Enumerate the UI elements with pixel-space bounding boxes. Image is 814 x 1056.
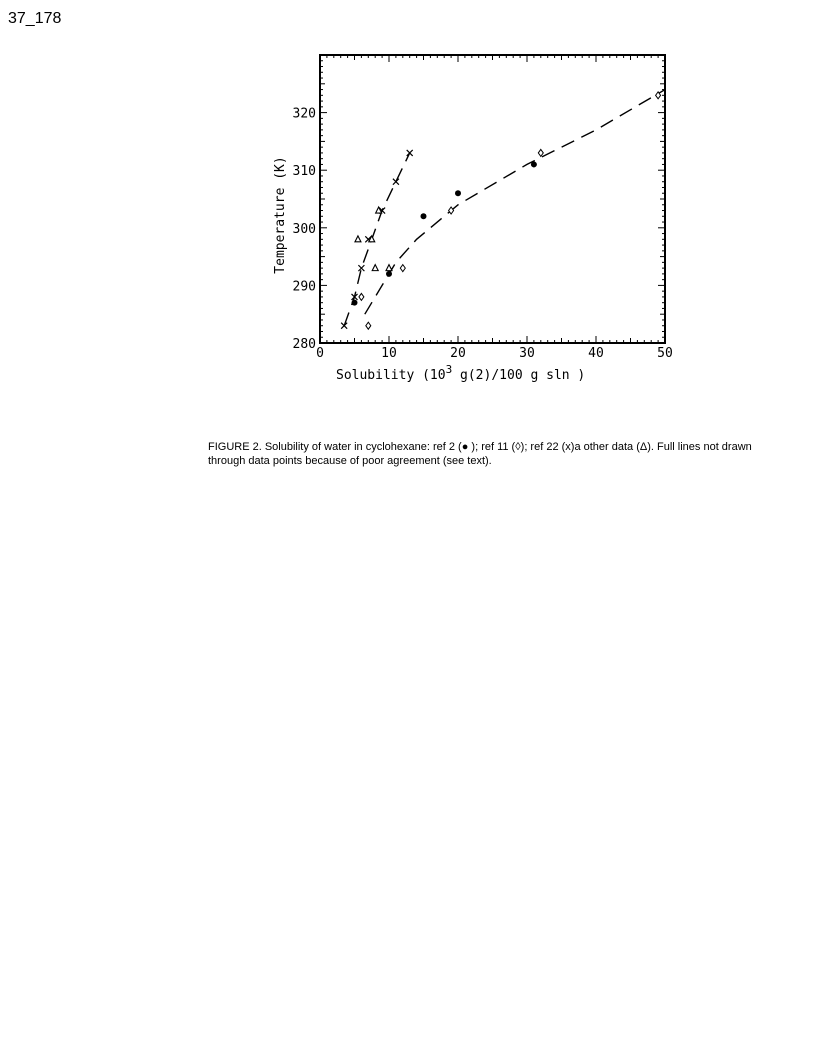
y-tick-label: 320 xyxy=(292,106,316,122)
data-point-triangle xyxy=(355,236,361,242)
data-point-diamond xyxy=(400,265,405,272)
data-point-cross xyxy=(358,265,364,271)
data-point-triangle xyxy=(386,265,392,271)
x-tick-label: 20 xyxy=(450,346,466,361)
solubility-chart xyxy=(265,45,695,395)
x-tick-label: 10 xyxy=(381,346,397,361)
solubility-figure xyxy=(265,45,695,395)
x-tick-label: 30 xyxy=(519,346,535,361)
y-tick-label: 280 xyxy=(292,337,316,352)
y-axis-label: Temperature (K) xyxy=(273,156,288,274)
page-id: 37_178 xyxy=(8,10,62,27)
x-tick-label: 0 xyxy=(316,346,324,361)
y-tick-label: 290 xyxy=(292,279,316,295)
data-point-diamond xyxy=(449,207,454,214)
data-point-diamond xyxy=(538,149,543,156)
x-tick-label: 40 xyxy=(588,346,604,361)
data-point-triangle xyxy=(369,236,375,242)
y-tick-label: 310 xyxy=(292,164,316,180)
data-point-cross xyxy=(393,179,399,185)
figure-caption: FIGURE 2. Solubility of water in cyclohexane: ref 2 (● ); ref 11 (◊); ref 22 (x)a other data (Δ). Full lines not drawn through data points because of poor agreement (see text). xyxy=(208,441,752,467)
data-point-dot xyxy=(352,300,358,306)
x-axis-label: Solubility ($10^3$ g(2)/100 g sln ) xyxy=(336,363,586,383)
data-point-dot xyxy=(421,213,427,219)
data-point-triangle xyxy=(372,265,378,271)
dashed-curve xyxy=(365,90,665,315)
data-point-cross xyxy=(407,150,413,156)
data-point-triangle xyxy=(376,207,382,213)
data-point-dot xyxy=(455,190,461,196)
data-point-diamond xyxy=(366,322,371,329)
y-tick-label: 300 xyxy=(292,221,316,237)
data-point-diamond xyxy=(359,293,364,300)
plot-frame xyxy=(320,55,665,343)
x-tick-label: 50 xyxy=(657,346,673,361)
data-point-dot xyxy=(531,161,537,167)
data-point-cross xyxy=(341,323,347,329)
data-point-dot xyxy=(386,271,392,277)
